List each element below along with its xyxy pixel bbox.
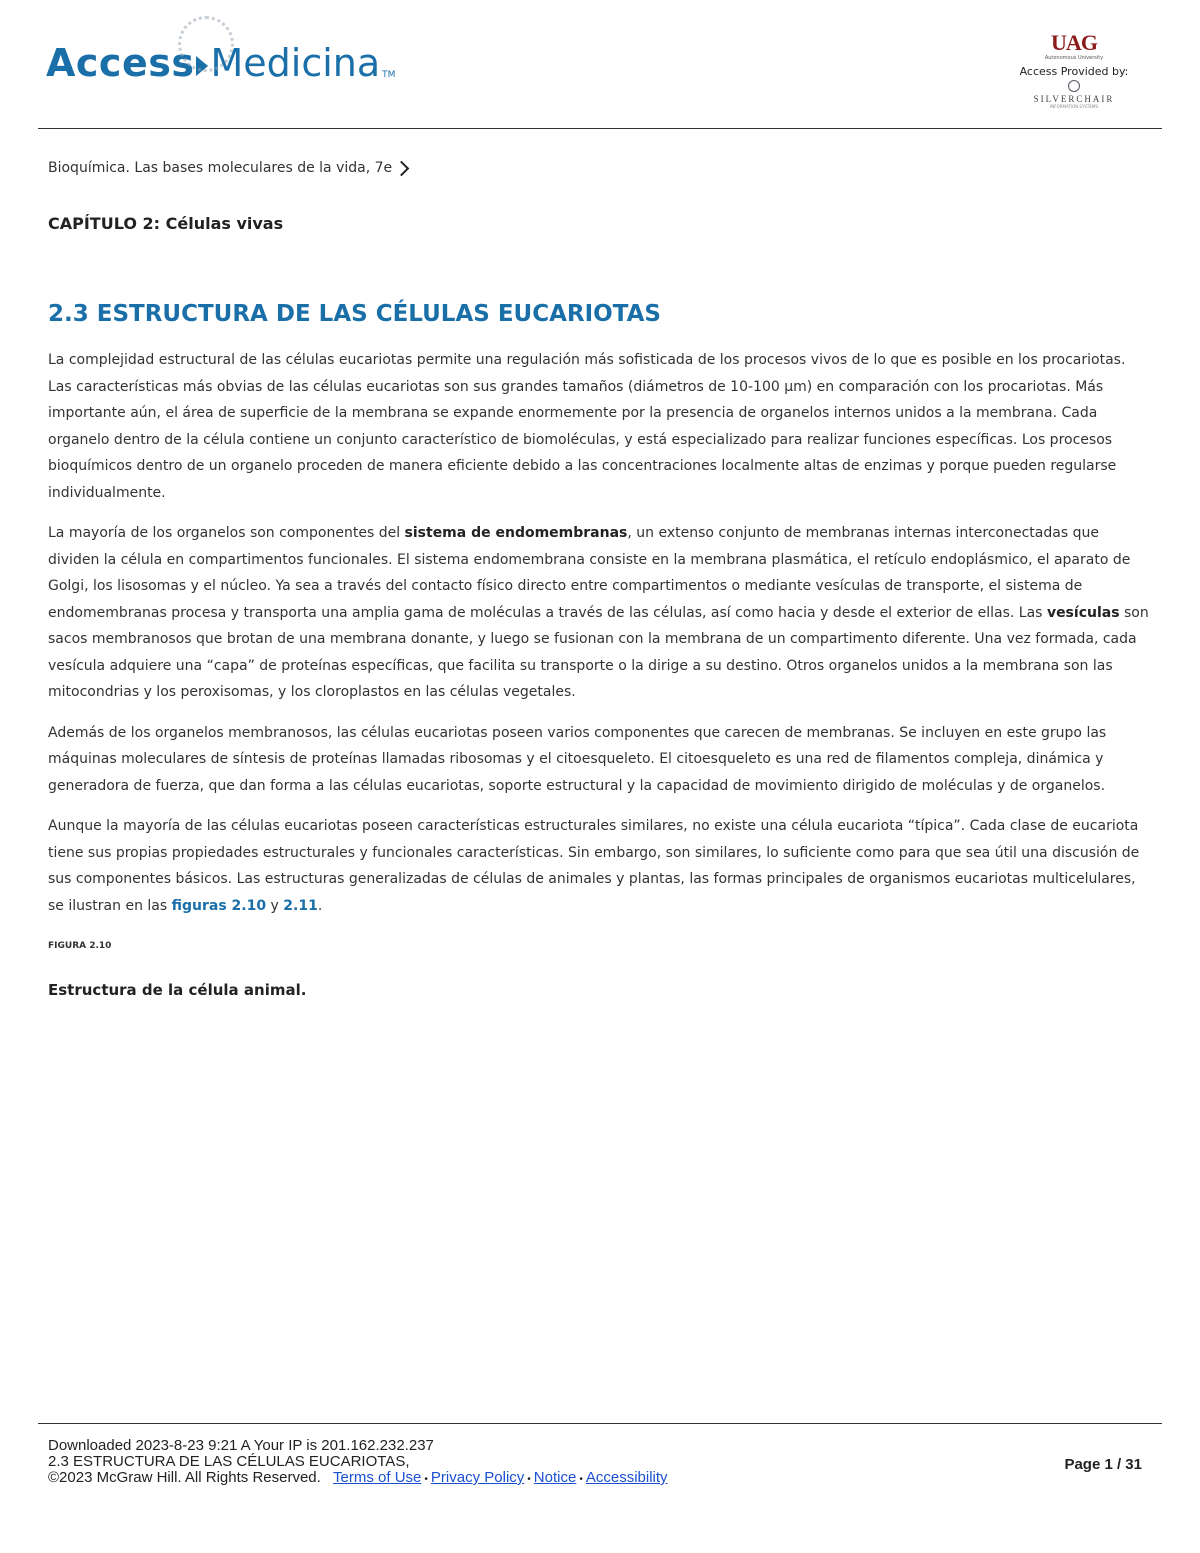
accessmedicina-logo[interactable] [46,22,396,85]
gear-icon [178,16,234,72]
page-number: Page 1 / 31 [1064,1456,1142,1473]
accessibility-link[interactable]: Accessibility [585,1469,668,1486]
paragraph-4-text-b: y [266,897,284,914]
paragraph-4-text-c: . [317,897,323,914]
page-footer [38,1423,1162,1488]
paragraph-1: La complejidad estructural de las células eucariotas permite una regulación más sofisticada de los procesos vivos de lo que es posible en los procariotas. Las características más obvias de las células eucariotas son sus grandes tamaños (diámetros de 10-100 µm) en comparación con los procariotas. Más importante aún, el área de superficie de la membrana se expande enormemente por la presencia de organelos internos unidos a la membrana. Cada organelo dentro de la célula contiene un conjunto característico de biomoléculas, y está especializado para realizar funciones específicas. Los procesos bioquímicos dentro de un organelo proceden de manera eficiente debido a las concentraciones localmente altas de enzimas y porque pueden regularse individualmente. [48,352,1126,501]
link-figura-2-10[interactable]: figuras 2.10 [171,897,267,914]
trademark-mark: TM [382,70,396,80]
footer-doc-title: 2.3 ESTRUCTURA DE LAS CÉLULAS EUCARIOTAS, [48,1453,410,1470]
silverchair-subtitle: INFORMATION SYSTEMS [1050,104,1098,109]
terms-of-use-link[interactable]: Terms of Use [333,1469,422,1486]
section-title: 2.3 ESTRUCTURA DE LAS CÉLULAS EUCARIOTAS [48,301,661,327]
paragraph-4 [48,813,1152,919]
separator-dot: • [527,1474,531,1485]
figure-caption: Estructura de la célula animal. [48,981,307,999]
breadcrumb-label[interactable]: Bioquímica. Las bases moleculares de la vida, 7e [48,160,393,176]
uag-logo: UAG [1051,30,1097,55]
silverchair-icon [1068,80,1080,92]
logo-medicina-text: Medicina [210,41,381,85]
breadcrumb[interactable] [48,160,1154,176]
copyright-text: ©2023 McGraw Hill. All Rights Reserved. [48,1469,321,1486]
footer-links-line [38,1470,1162,1488]
paragraph-2 [48,520,1152,706]
paragraph-4-text-a: Aunque la mayoría de las células eucariotas poseen características estructurales similares, no existe una célula eucariota “típica”. Cada clase de eucariota tiene sus propias propiedades estructurales y funcionales características. Sin embargo, son similares, lo suficiente como para que sea útil una discusión de sus componentes básicos. Las estructuras generalizadas de células de animales y plantas, las formas principales de organismos eucariotas multicelulares, se ilustran en las [48,818,1140,914]
paragraph-2-text-c: , un extenso conjunto de membranas internas interconectadas que dividen la célula en compartimentos funcionales. El sistema endomembrana consiste en la membrana plasmática, el retículo endoplásmico, el aparato de Golgi, los lisosomas y el núcleo. Ya sea a través del contacto físico directo entre compartimentos o mediante vesículas de transporte, el sistema de endomembranas procesa y transporta una amplia gama de moléculas a través de las células, así como hacia y desde el exterior de ellas. Las [48,525,1131,621]
link-figura-2-11[interactable]: 2.11 [283,897,318,914]
notice-link[interactable]: Notice [533,1469,577,1486]
paragraph-2-text-e: son sacos membranosos que brotan de una membrana donante, y luego se fusionan con la membrana de un compartimento diferente. Una vez formada, cada vesícula adquiere una “capa” de proteínas específicas, que facilita su transporte o la dirige a su destino. Otros organelos unidos a la membrana son las mitocondrias y los peroxisomas, y los cloroplastos en las células vegetales. [48,604,1149,700]
chevron-right-icon[interactable] [394,160,410,176]
provider-block [1014,30,1134,109]
term-vesiculas: vesículas [1046,604,1120,621]
uag-subtitle: Autonomous University [1044,55,1104,61]
page-header [38,0,1162,129]
logo-access-text: Access [46,41,195,85]
main-content [48,148,1154,999]
term-sistema-endomembranas: sistema de endomembranas [404,525,628,541]
paragraph-2-text-a: La mayoría de los organelos son componentes del [48,525,405,541]
chapter-title: CAPÍTULO 2: Células vivas [48,214,284,233]
paragraph-3: Además de los organelos membranosos, las células eucariotas poseen varios componentes que carecen de membranas. Se incluyen en este grupo las máquinas moleculares de síntesis de proteínas llamadas ribosomas y el citoesqueleto. El citoesqueleto es una red de filamentos compleja, dinámica y generadora de fuerza, que dan forma a las células eucariotas, soporte estructural y la capacidad de movimiento dirigido de moléculas y de organelos. [48,724,1107,794]
access-provided-by: Access Provided by: [1019,65,1129,78]
download-info: Downloaded 2023-8-23 9:21 A Your IP is 201.162.232.237 [48,1437,434,1454]
privacy-policy-link[interactable]: Privacy Policy [430,1469,525,1486]
figure-label: FIGURA 2.10 [48,941,112,951]
separator-dot: • [424,1474,428,1485]
separator-dot: • [579,1474,583,1485]
silverchair-logo: SILVERCHAIR [1033,94,1115,104]
